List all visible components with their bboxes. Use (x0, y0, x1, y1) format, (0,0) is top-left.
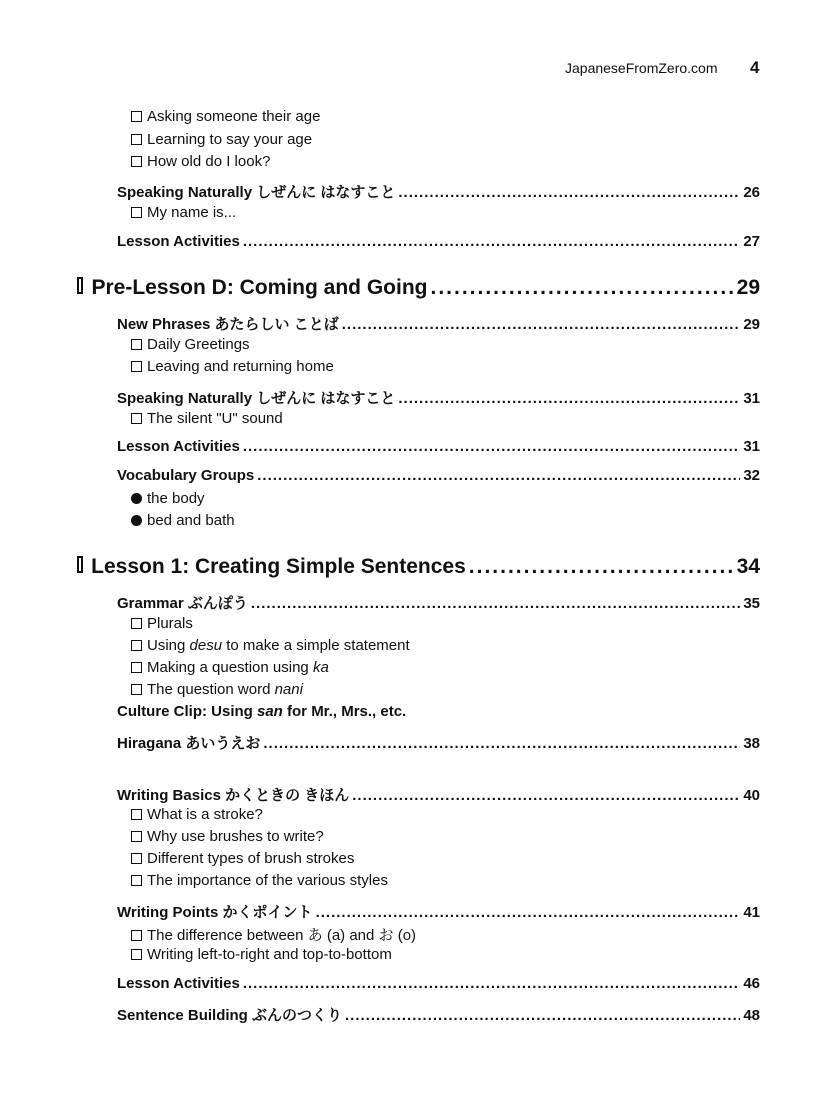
toc-entry-sentence-building[interactable]: Sentence Building ぶんのつくり ..... 48 (117, 1004, 760, 1025)
toc-subitem: My name is... (131, 204, 236, 221)
toc-entry-hiragana[interactable]: Hiragana あいうえお ..... 38 (117, 732, 760, 753)
checkbox-icon (131, 640, 142, 651)
toc-entry-grammar[interactable]: Grammar ぶんぽう ..... 35 (117, 592, 760, 613)
page-ref: 41 (743, 904, 760, 921)
toc-subitem: Learning to say your age (131, 131, 312, 148)
page-ref: 31 (743, 438, 760, 455)
checkbox-icon (131, 361, 142, 372)
page-ref: 31 (743, 390, 760, 407)
checkbox-icon (131, 875, 142, 886)
checkbox-icon (131, 949, 142, 960)
page-ref: 34 (736, 555, 760, 578)
toc-subitem: How old do I look? (131, 153, 270, 170)
checkbox-icon (131, 809, 142, 820)
toc-entry-new-phrases[interactable]: New Phrases あたらしい ことば ..... 29 (117, 313, 760, 334)
toc-entry-lesson-activities[interactable]: Lesson Activities ..... 46 (117, 975, 760, 992)
toc-subitem: The question word nani (131, 681, 303, 698)
checkbox-icon (131, 207, 142, 218)
page-ref: 32 (743, 467, 760, 484)
page-ref: 40 (743, 787, 760, 804)
page-ref: 29 (736, 276, 760, 299)
checkbox-icon (131, 339, 142, 350)
checkbox-icon (131, 684, 142, 695)
checkbox-icon (131, 111, 142, 122)
checkbox-icon (131, 662, 142, 673)
checkbox-icon (131, 930, 142, 941)
toc-subitem: Why use brushes to write? (131, 828, 324, 845)
toc-entry-speaking-naturally[interactable]: Speaking Naturally しぜんに はなすこと ..... 26 (117, 181, 760, 202)
toc-subitem: Asking someone their age (131, 108, 320, 125)
checkbox-icon (131, 413, 142, 424)
checkbox-icon (131, 853, 142, 864)
toc-entry-lesson-activities[interactable]: Lesson Activities ..... 27 (117, 233, 760, 250)
toc-entry-writing-basics[interactable]: Writing Basics かくときの きほん ..... 40 (117, 784, 760, 805)
toc-lesson-pre-lesson-d[interactable]: Pre-Lesson D: Coming and Going ..... 29 (77, 276, 760, 300)
page-ref: 46 (743, 975, 760, 992)
toc-subitem: What is a stroke? (131, 806, 263, 823)
checkbox-icon (77, 556, 83, 573)
page-ref: 48 (743, 1007, 760, 1024)
site-name: JapaneseFromZero.com (565, 60, 718, 76)
bullet-icon (131, 493, 142, 504)
toc-entry-speaking-naturally[interactable]: Speaking Naturally しぜんに はなすこと ..... 31 (117, 387, 760, 408)
toc-subitem: The importance of the various styles (131, 872, 388, 889)
toc-subitem: The difference between あ (a) and お (o) (131, 924, 416, 945)
checkbox-icon (131, 134, 142, 145)
toc-lesson-lesson-1[interactable]: Lesson 1: Creating Simple Sentences ..... 34 (77, 555, 760, 579)
checkbox-icon (131, 831, 142, 842)
toc-subitem: Making a question using ka (131, 659, 329, 676)
toc-subitem: Daily Greetings (131, 336, 250, 353)
toc-subitem: Writing left-to-right and top-to-bottom (131, 946, 392, 963)
checkbox-icon (131, 156, 142, 167)
toc-entry-culture-clip[interactable]: Culture Clip: Using san for Mr., Mrs., etc. (117, 703, 407, 720)
toc-subitem: bed and bath (131, 512, 235, 529)
page-ref: 26 (743, 184, 760, 201)
toc-entry-vocabulary-groups[interactable]: Vocabulary Groups ..... 32 (117, 467, 760, 484)
page-number: 4 (750, 58, 760, 77)
checkbox-icon (131, 618, 142, 629)
toc-subitem: Different types of brush strokes (131, 850, 354, 867)
toc-subitem: Leaving and returning home (131, 358, 334, 375)
checkbox-icon (77, 277, 83, 294)
bullet-icon (131, 515, 142, 526)
page-ref: 35 (743, 595, 760, 612)
toc-subitem: The silent "U" sound (131, 410, 283, 427)
toc-subitem: Plurals (131, 615, 193, 632)
toc-subitem: the body (131, 490, 205, 507)
toc-subitem: Using desu to make a simple statement (131, 637, 410, 654)
page-ref: 29 (743, 316, 760, 333)
toc-entry-lesson-activities[interactable]: Lesson Activities ..... 31 (117, 438, 760, 455)
page-ref: 38 (743, 735, 760, 752)
page-ref: 27 (743, 233, 760, 250)
toc-entry-writing-points[interactable]: Writing Points かくポイント ..... 41 (117, 901, 760, 922)
